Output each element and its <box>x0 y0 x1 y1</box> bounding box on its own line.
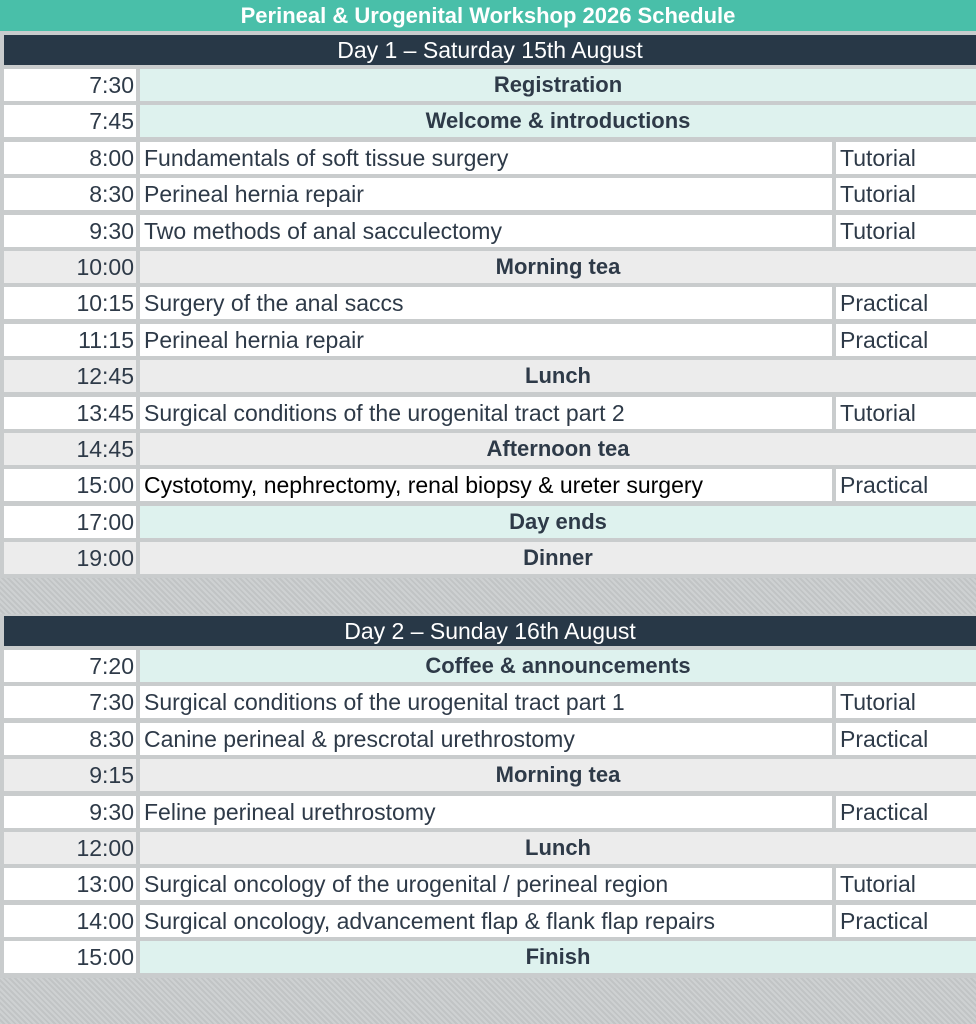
section-spacer <box>0 578 976 614</box>
session-type: Tutorial <box>836 686 976 718</box>
schedule-row <box>0 905 976 941</box>
row-time: 7:20 <box>4 650 136 682</box>
schedule-row <box>0 178 976 214</box>
schedule-row <box>0 759 976 795</box>
session-type: Tutorial <box>836 142 976 174</box>
row-time: 8:00 <box>4 142 136 174</box>
schedule-row <box>0 469 976 505</box>
row-time: 10:00 <box>4 251 136 283</box>
schedule-row <box>0 360 976 396</box>
row-time: 19:00 <box>4 542 136 574</box>
schedule-row <box>0 324 976 360</box>
session-title: Fundamentals of soft tissue surgery <box>140 142 832 174</box>
row-event-label: Registration <box>140 69 976 101</box>
session-type: Tutorial <box>836 215 976 247</box>
schedule-row <box>0 105 976 141</box>
schedule-row <box>0 433 976 469</box>
session-title: Surgical oncology of the urogenital / perineal region <box>140 868 832 900</box>
session-type: Practical <box>836 324 976 356</box>
session-type: Tutorial <box>836 178 976 210</box>
row-event-label: Day ends <box>140 506 976 538</box>
row-event-label: Dinner <box>140 542 976 574</box>
schedule-row <box>0 650 976 686</box>
schedule-row <box>0 69 976 105</box>
row-event-label: Lunch <box>140 832 976 864</box>
session-type: Practical <box>836 469 976 501</box>
session-type: Tutorial <box>836 868 976 900</box>
row-time: 9:15 <box>4 759 136 791</box>
row-time: 13:45 <box>4 397 136 429</box>
session-type: Practical <box>836 796 976 828</box>
schedule-row <box>0 506 976 542</box>
schedule-row <box>0 542 976 578</box>
schedule-row <box>0 832 976 868</box>
schedule-row <box>0 723 976 759</box>
row-time: 10:15 <box>4 287 136 319</box>
day-1-header: Day 1 – Saturday 15th August <box>4 35 976 65</box>
row-time: 17:00 <box>4 506 136 538</box>
session-type: Practical <box>836 905 976 937</box>
schedule-row <box>0 251 976 287</box>
row-event-label: Morning tea <box>140 251 976 283</box>
session-title: Perineal hernia repair <box>140 324 832 356</box>
schedule-row <box>0 868 976 904</box>
row-time: 9:30 <box>4 796 136 828</box>
session-title: Canine perineal & prescrotal urethrostomy <box>140 723 832 755</box>
row-time: 15:00 <box>4 469 136 501</box>
row-event-label: Finish <box>140 941 976 973</box>
row-time: 15:00 <box>4 941 136 973</box>
session-title: Surgery of the anal saccs <box>140 287 832 319</box>
row-time: 14:45 <box>4 433 136 465</box>
session-type: Practical <box>836 287 976 319</box>
row-time: 7:30 <box>4 686 136 718</box>
session-type: Tutorial <box>836 397 976 429</box>
day-2-header: Day 2 – Sunday 16th August <box>4 616 976 646</box>
session-title: Surgical conditions of the urogenital tract part 1 <box>140 686 832 718</box>
schedule-row <box>0 215 976 251</box>
row-event-label: Welcome & introductions <box>140 105 976 137</box>
footer-spacer <box>0 978 976 1024</box>
schedule-row <box>0 941 976 977</box>
schedule-row <box>0 796 976 832</box>
row-event-label: Morning tea <box>140 759 976 791</box>
row-event-label: Afternoon tea <box>140 433 976 465</box>
row-time: 11:15 <box>4 324 136 356</box>
schedule-row <box>0 397 976 433</box>
session-title: Surgical oncology, advancement flap & flank flap repairs <box>140 905 832 937</box>
session-type: Practical <box>836 723 976 755</box>
row-time: 7:45 <box>4 105 136 137</box>
row-event-label: Lunch <box>140 360 976 392</box>
row-time: 13:00 <box>4 868 136 900</box>
row-time: 8:30 <box>4 178 136 210</box>
session-title: Perineal hernia repair <box>140 178 832 210</box>
session-title: Feline perineal urethrostomy <box>140 796 832 828</box>
row-event-label: Coffee & announcements <box>140 650 976 682</box>
schedule-row <box>0 142 976 178</box>
row-time: 9:30 <box>4 215 136 247</box>
row-time: 12:45 <box>4 360 136 392</box>
row-time: 12:00 <box>4 832 136 864</box>
session-title: Cystotomy, nephrectomy, renal biopsy & ureter surgery <box>140 469 832 501</box>
row-time: 14:00 <box>4 905 136 937</box>
schedule-title: Perineal & Urogenital Workshop 2026 Schedule <box>0 0 976 31</box>
row-time: 7:30 <box>4 69 136 101</box>
schedule-row <box>0 287 976 323</box>
session-title: Two methods of anal sacculectomy <box>140 215 832 247</box>
row-time: 8:30 <box>4 723 136 755</box>
session-title: Surgical conditions of the urogenital tract part 2 <box>140 397 832 429</box>
schedule-row <box>0 686 976 722</box>
